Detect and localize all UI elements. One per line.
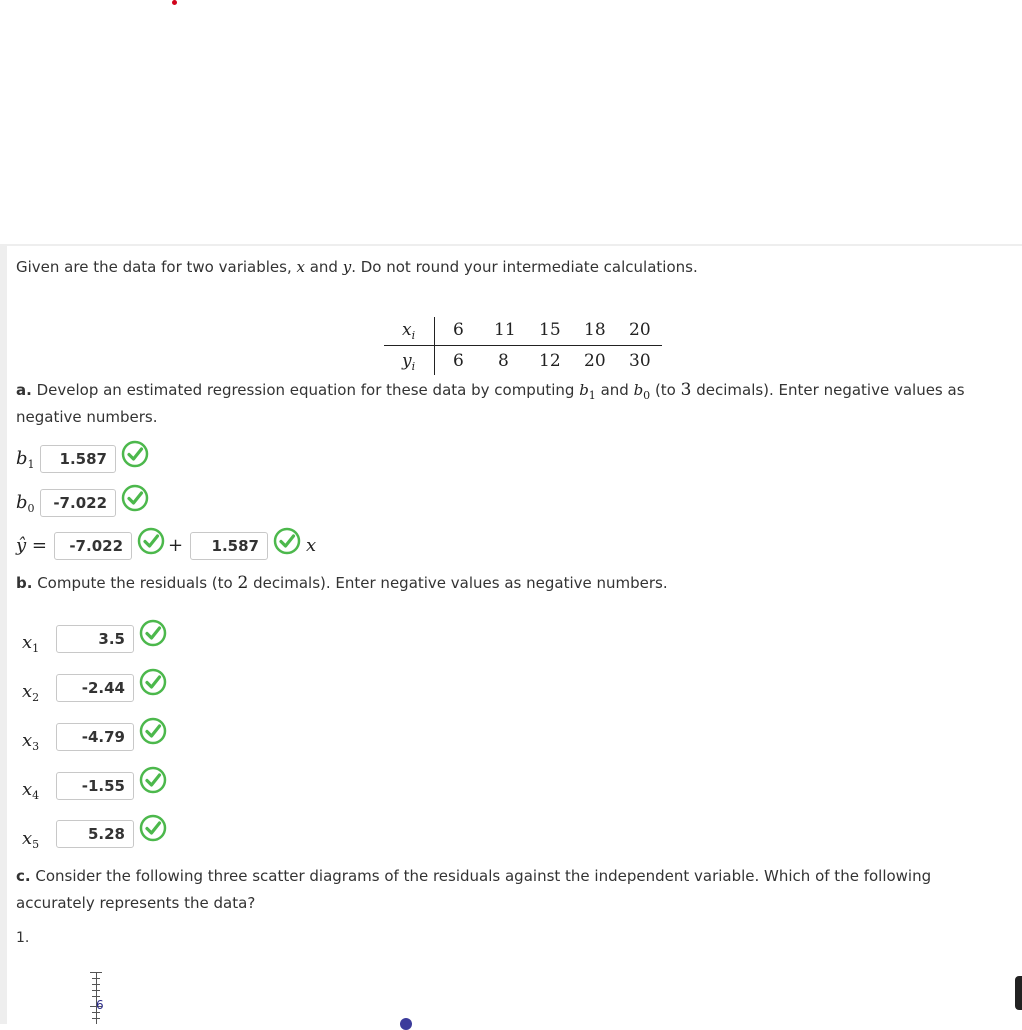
part-a-text: a. Develop an estimated regression equation for these data by computing $b_1$ and $b_0$ (to 3 decimals). Enter negative values as [16,380,965,402]
residual-label-x1: $x_1$ [22,632,40,655]
residual-label-x2: $x_2$ [22,681,40,704]
residual-label-x4: $x_4$ [22,779,40,802]
chart-tick-label: 6 [96,998,104,1012]
residual-input-x2[interactable]: -2.44 [56,674,134,702]
chart-tick [92,1012,100,1013]
chart-tick [92,978,100,979]
check-circle-icon [121,484,149,512]
slope-input[interactable]: 1.587 [190,532,268,560]
check-circle-icon [139,668,167,696]
scrollbar-handle[interactable] [1015,976,1022,1010]
residual-input-x3[interactable]: -4.79 [56,723,134,751]
table-cell: 12 [539,351,561,371]
table-cell: 6 [453,320,464,340]
check-circle-icon [139,814,167,842]
part-a-text-cont: negative numbers. [16,408,158,426]
table-cell: 20 [584,351,606,371]
b1-label: $b_1$ [16,448,35,471]
residual-input-x5[interactable]: 5.28 [56,820,134,848]
residual-label-x3: $x_3$ [22,730,40,753]
chart-tick [92,996,100,997]
option-1-label: 1. [16,930,30,946]
residual-label-x5: $x_5$ [22,828,40,851]
part-c-text-cont: accurately represents the data? [16,894,256,912]
table-cell: 11 [494,320,516,340]
chart-tick [92,990,100,991]
equation-x: x [306,535,317,556]
b0-label: $b_0$ [16,492,35,515]
part-b-text: b. Compute the residuals (to 2 decimals). Enter negative values as negative numbers. [16,573,668,593]
check-circle-icon [121,440,149,468]
table-y-header: $y_i$ [402,351,416,373]
b0-input[interactable]: -7.022 [40,489,116,517]
b1-input[interactable]: 1.587 [40,445,116,473]
part-c-text: c. Consider the following three scatter diagrams of the residuals against the independent variable. Which of the following [16,867,932,885]
table-cell: 8 [498,351,509,371]
table-cell: 20 [629,320,651,340]
check-circle-icon [139,619,167,647]
table-cell: 18 [584,320,606,340]
intercept-input[interactable]: -7.022 [54,532,132,560]
check-circle-icon [139,717,167,745]
table-divider-horizontal [384,345,662,346]
intro-text: Given are the data for two variables, x and y. Do not round your intermediate calculations. [16,258,698,276]
residual-input-x1[interactable]: 3.5 [56,625,134,653]
check-circle-icon [137,527,165,555]
check-circle-icon [273,527,301,555]
table-divider-vertical [434,317,435,375]
chart-tick [92,984,100,985]
plus-sign: + [168,535,184,556]
residual-input-x4[interactable]: -1.55 [56,772,134,800]
check-circle-icon [139,766,167,794]
table-x-header: $x_i$ [402,320,416,342]
yhat-label: ŷ = [16,535,47,556]
red-marker-dot [172,0,177,5]
chart-tick [90,972,102,973]
table-cell: 6 [453,351,464,371]
table-cell: 15 [539,320,561,340]
table-cell: 30 [629,351,651,371]
chart-point [400,1018,412,1030]
chart-tick [92,1018,100,1019]
